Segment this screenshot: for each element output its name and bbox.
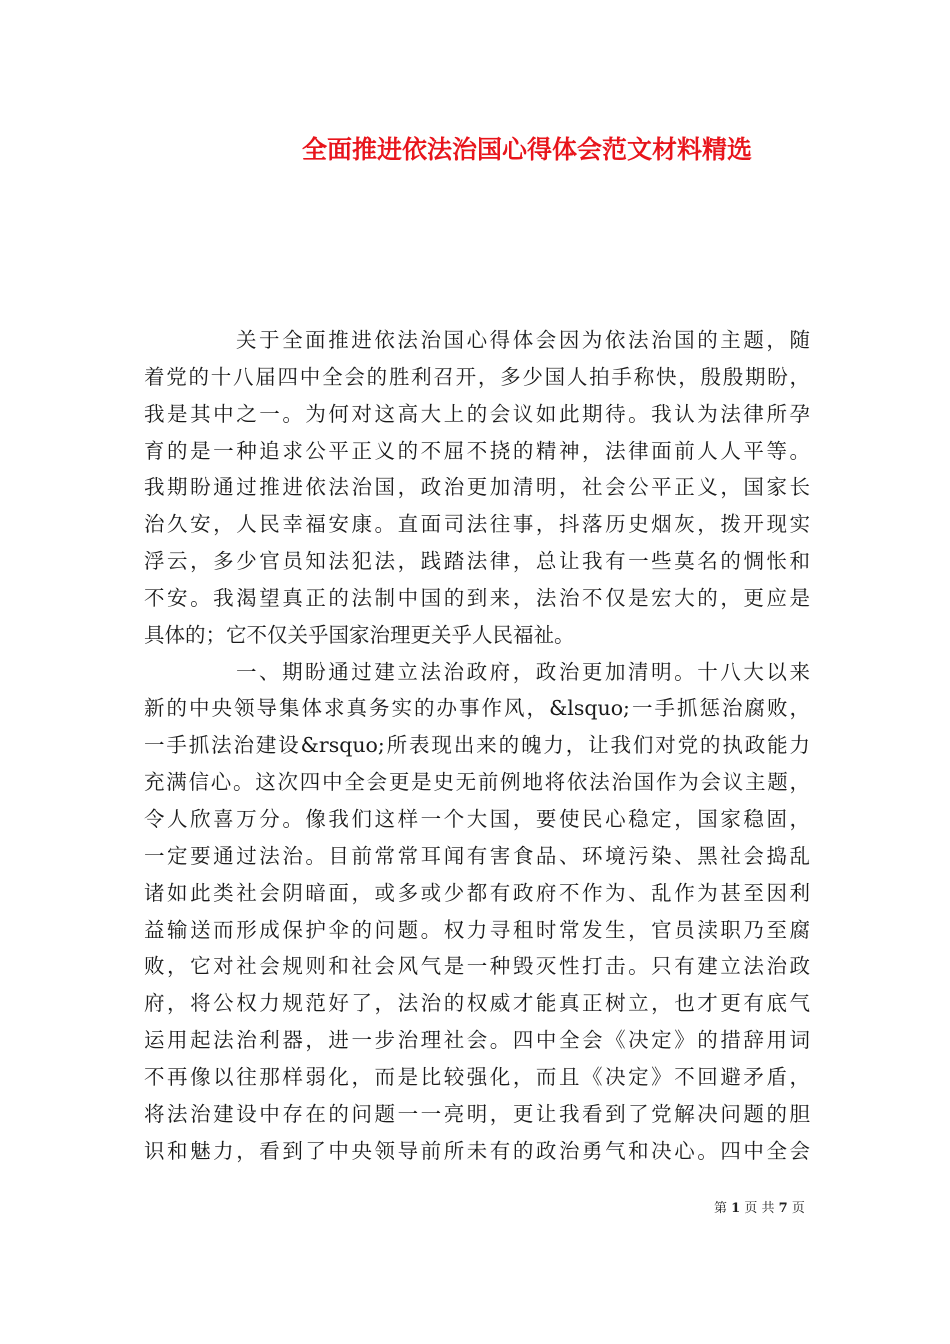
document-body [144, 322, 810, 1169]
paragraph-line: 一手抓法治建设&rsquo;所表现出来的魄力，让我们对党的执政能力 [144, 733, 810, 758]
paragraph-line: 充满信心。这次四中全会更是史无前例地将依法治国作为会议主题， [144, 770, 810, 795]
paragraph-line: 令人欣喜万分。像我们这样一个大国，要使民心稳定，国家稳固， [144, 806, 810, 831]
paragraph-line: 不再像以往那样弱化，而是比较强化，而且《决定》不回避矛盾， [144, 1064, 810, 1089]
paragraph-line: 不安。我渴望真正的法制中国的到来，法治不仅是宏大的，更应是 [144, 585, 810, 610]
total-page-count: 7 [778, 1201, 788, 1216]
footer-middle: 页 共 [744, 1201, 775, 1216]
paragraph-line: 运用起法治利器，进一步治理社会。四中全会《决定》的措辞用词 [144, 1028, 810, 1053]
paragraph-line: 识和魅力，看到了中央领导前所未有的政治勇气和决心。四中全会 [144, 1138, 810, 1163]
paragraph-line: 将法治建设中存在的问题一一亮明，更让我看到了党解决问题的胆 [144, 1101, 810, 1126]
paragraph-line: 府，将公权力规范好了，法治的权威才能真正树立，也才更有底气 [144, 991, 810, 1016]
paragraph-line: 一、期盼通过建立法治政府，政治更加清明。十八大以来 [236, 659, 810, 684]
paragraph-line: 败，它对社会规则和社会风气是一种毁灭性打击。只有建立法治政 [144, 954, 810, 979]
paragraph-line: 浮云，多少官员知法犯法，践踏法律，总让我有一些莫名的惆怅和 [144, 549, 810, 574]
current-page-number: 1 [731, 1201, 741, 1216]
paragraph-line: 一定要通过法治。目前常常耳闻有害食品、环境污染、黑社会捣乱 [144, 843, 810, 868]
page-number-footer [714, 1199, 805, 1219]
paragraph-line: 新的中央领导集体求真务实的办事作风，&lsquo;一手抓惩治腐败， [144, 696, 810, 721]
document-title: 全面推进依法治国心得体会范文材料精选 [301, 135, 752, 164]
footer-prefix: 第 [714, 1201, 728, 1216]
paragraph-line: 治久安，人民幸福安康。直面司法往事，抖落历史烟灰，拨开现实 [144, 512, 810, 537]
paragraph-line: 我是其中之一。为何对这高大上的会议如此期待。我认为法律所孕 [144, 401, 810, 426]
paragraph-line: 具体的；它不仅关乎国家治理更关乎人民福祉。 [144, 622, 575, 647]
paragraph-line: 关于全面推进依法治国心得体会因为依法治国的主题，随 [236, 328, 810, 352]
paragraph-line: 诸如此类社会阴暗面，或多或少都有政府不作为、乱作为甚至因利 [144, 880, 810, 905]
paragraph-line: 育的是一种追求公平正义的不屈不挠的精神，法律面前人人平等。 [144, 438, 810, 463]
paragraph-line: 我期盼通过推进依法治国，政治更加清明，社会公平正义，国家长 [144, 475, 810, 500]
footer-suffix: 页 [791, 1201, 805, 1216]
paragraph-line: 益输送而形成保护伞的问题。权力寻租时常发生，官员渎职乃至腐 [144, 917, 810, 942]
paragraph-line: 着党的十八届四中全会的胜利召开，多少国人拍手称快，殷殷期盼， [144, 364, 810, 389]
